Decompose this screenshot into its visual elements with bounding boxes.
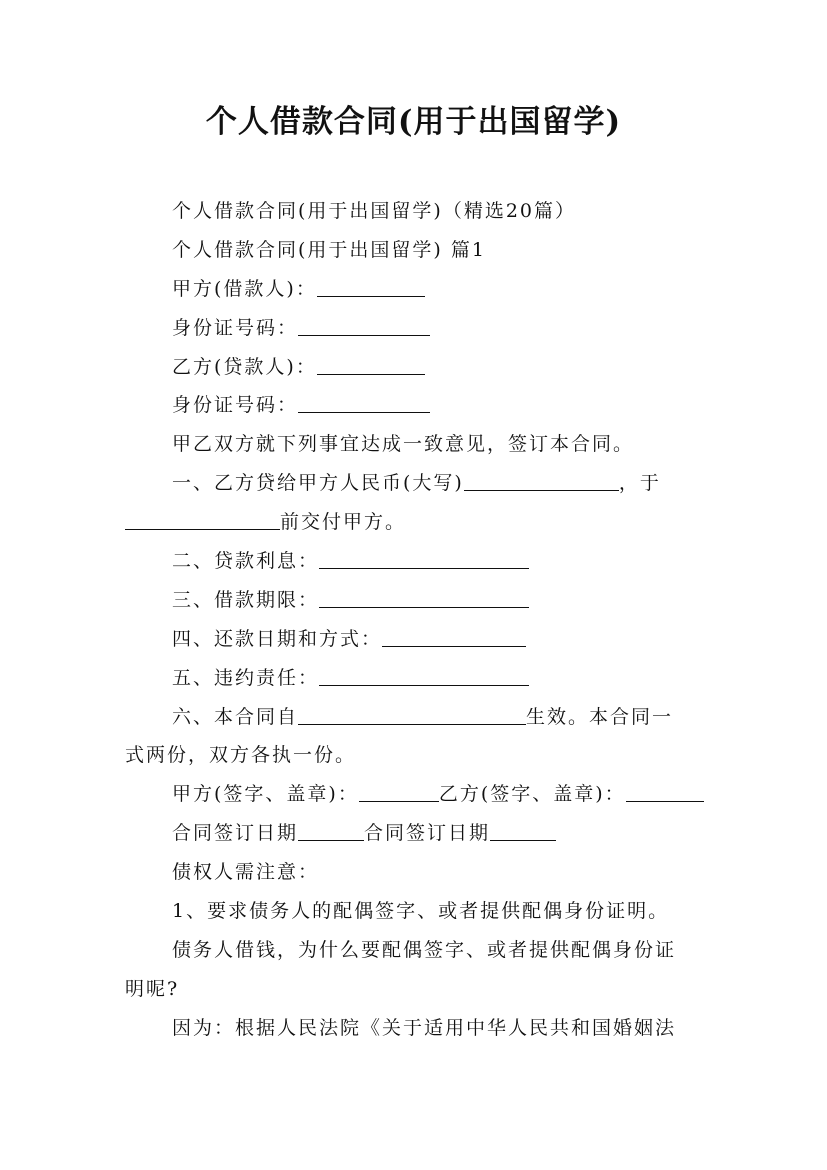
party-a-signature-blank [359, 781, 439, 802]
note-question-continuation: 明呢? [125, 977, 180, 1000]
signing-date-line: 合同签订日期 合同签订日期 [125, 814, 705, 853]
clause-1-line: 一、乙方贷给甲方人民币(大写) ，于 [172, 472, 661, 495]
repayment-blank [382, 626, 526, 647]
lender-id-line: 身份证号码： [125, 386, 705, 425]
borrower-line: 甲方(借款人)： [125, 270, 705, 309]
section-heading: 个人借款合同(用于出国留学) 篇1 [172, 238, 486, 261]
signature-line: 甲方(签字、盖章)： 乙方(签字、盖章)： [125, 775, 705, 814]
creditor-note-heading: 债权人需注意： [172, 861, 320, 884]
lender-line: 乙方(贷款人)： [125, 348, 705, 387]
borrower-blank [317, 276, 425, 297]
document-title: 个人借款合同(用于出国留学) [205, 104, 622, 140]
signing-date-blank-2 [490, 820, 556, 841]
subtitle-line: 个人借款合同(用于出国留学)（精选20篇） [172, 200, 577, 222]
lender-id-blank [298, 392, 430, 413]
clause-2-line: 二、贷款利息： [125, 542, 705, 581]
interest-blank [319, 548, 529, 569]
document-body [125, 192, 705, 1048]
clause-6-continuation: 式两份，双方各执一份。 [125, 744, 357, 767]
clause-5-line: 五、违约责任： [125, 659, 705, 698]
borrower-id-blank [298, 315, 430, 336]
clause-1-continuation: 前交付甲方。 [125, 503, 705, 542]
note-reason: 因为：根据人民法院《关于适用中华人民共和国婚姻法 [172, 1016, 677, 1039]
borrower-id-line: 身份证号码： [125, 309, 705, 348]
lender-blank [317, 354, 425, 375]
clause-4-line: 四、还款日期和方式： [125, 620, 705, 659]
signing-date-blank-1 [298, 820, 364, 841]
amount-blank [464, 470, 619, 491]
clause-6-line: 六、本合同自 生效。本合同一 [172, 705, 674, 728]
effective-date-blank [298, 704, 526, 725]
note-question: 债务人借钱，为什么要配偶签字、或者提供配偶身份证 [172, 938, 677, 961]
agreement-line: 甲乙双方就下列事宜达成一致意见，签订本合同。 [172, 433, 635, 456]
note-item-1: 1、要求债务人的配偶签字、或者提供配偶身份证明。 [172, 900, 670, 923]
term-blank [319, 587, 529, 608]
liability-blank [319, 665, 529, 686]
clause-3-line: 三、借款期限： [125, 581, 705, 620]
party-b-signature-blank [626, 781, 704, 802]
delivery-date-blank [125, 509, 280, 530]
